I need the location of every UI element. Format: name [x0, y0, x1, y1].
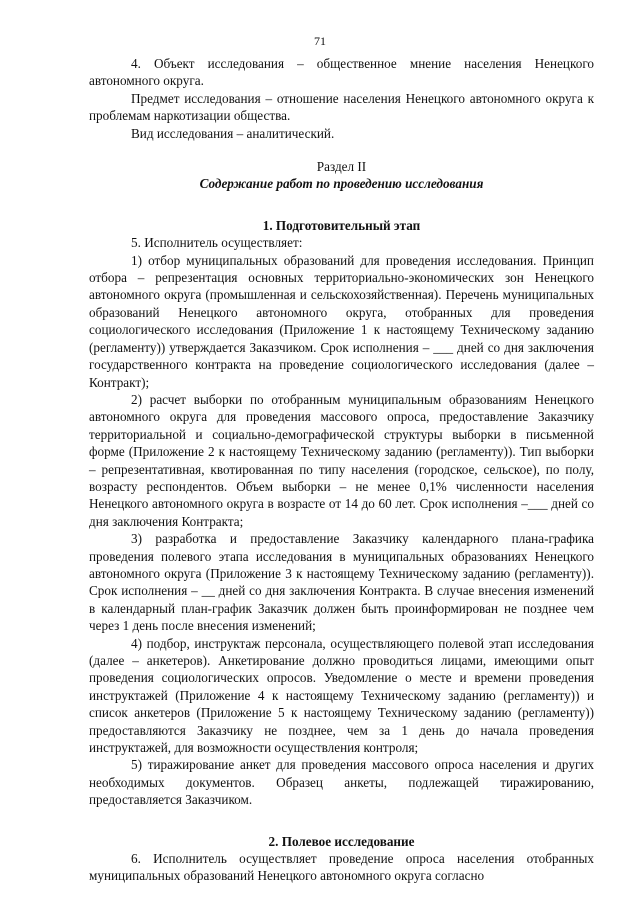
section-title: Содержание работ по проведению исследования — [199, 176, 484, 192]
stage2-heading: 2. Полевое исследование — [268, 833, 415, 849]
stage1-item: 1) отбор муниципальных образований для проведения исследования. Принцип отбора – репрезентация основных территориально-экономических зон Ненецкого автономного округа (промышленная и сельскохозяйственная). Перечень муниципальных образований Ненецкого автономного округа, отобранных для проведения социологического исследования (Приложение 1 к настоящему Техническому заданию (регламенту)) утверждается Заказчиком. Срок исполнения – ___ дней со дня заключения государственного контракта на проведение социологического исследования (далее – Контракт); — [89, 252, 594, 390]
intro-paragraph: Вид исследования – аналитический. — [131, 125, 335, 141]
section-label: Раздел II — [316, 159, 367, 175]
page-number: 71 — [314, 34, 326, 48]
intro-paragraph: 4. Объект исследования – общественное мнение населения Ненецкого автономного округа. — [89, 56, 594, 89]
stage1-item: 2) расчет выборки по отобранным муниципальным образованиям Ненецкого автономного округа для проведения массового опроса, предоставление Заказчику территориальной и социально-демографической структуры выборки в письменной форме (Приложение 2 к настоящему Техническому заданию (регламенту)). Тип выборки – репрезентативная, квотированная по типу населения (городское, сельское), по полу, возрасту респондентов. Объем выборки – не менее 0,1% численности населения Ненецкого автономного округа в возрасте от 14 до 60 лет. Срок исполнения –___ дней со дня заключения Контракта; — [89, 391, 594, 529]
stage1-item: 5) тиражирование анкет для проведения массового опроса населения и других необходимых документов. Образец анкеты, подлежащей тиражированию, предоставляется Заказчиком. — [89, 757, 594, 808]
intro-paragraph: Предмет исследования – отношение населения Ненецкого автономного округа к проблемам наркотизации общества. — [89, 90, 594, 124]
document-body — [89, 55, 594, 885]
stage1-item: 3) разработка и предоставление Заказчику календарного плана-графика проведения полевого этапа исследования в муниципальных образованиях Ненецкого автономного округа (Приложение 3 к настоящему Техническому заданию (регламенту)). Срок исполнения – __ дней со дня заключения Контракта. В случае внесения изменений в календарный план-график Заказчик должен быть проинформирован не позднее чем через 1 день после внесения изменений; — [89, 531, 594, 634]
stage1-lead: 5. Исполнитель осуществляет: — [131, 235, 303, 251]
stage2-paragraph: 6. Исполнитель осуществляет проведение опроса населения отобранных муниципальных образований Ненецкого автономного округа согласно — [89, 851, 594, 884]
stage1-item: 4) подбор, инструктаж персонала, осуществляющего полевой этап исследования (далее – анкетеров). Анкетирование должно проводиться лицами, имеющими опыт проведения социологических опросов. Уведомление о месте и времени проведения инструктажей (Приложение 4 к настоящему Техническому заданию (регламенту)) и список анкетеров (Приложение 5 к настоящему Техническому заданию (регламенту)) предоставляются Заказчику не позднее, чем за 1 день до начала проведения инструктажей, для возможности осуществления контроля; — [89, 635, 594, 756]
stage1-heading: 1. Подготовительный этап — [262, 217, 421, 233]
